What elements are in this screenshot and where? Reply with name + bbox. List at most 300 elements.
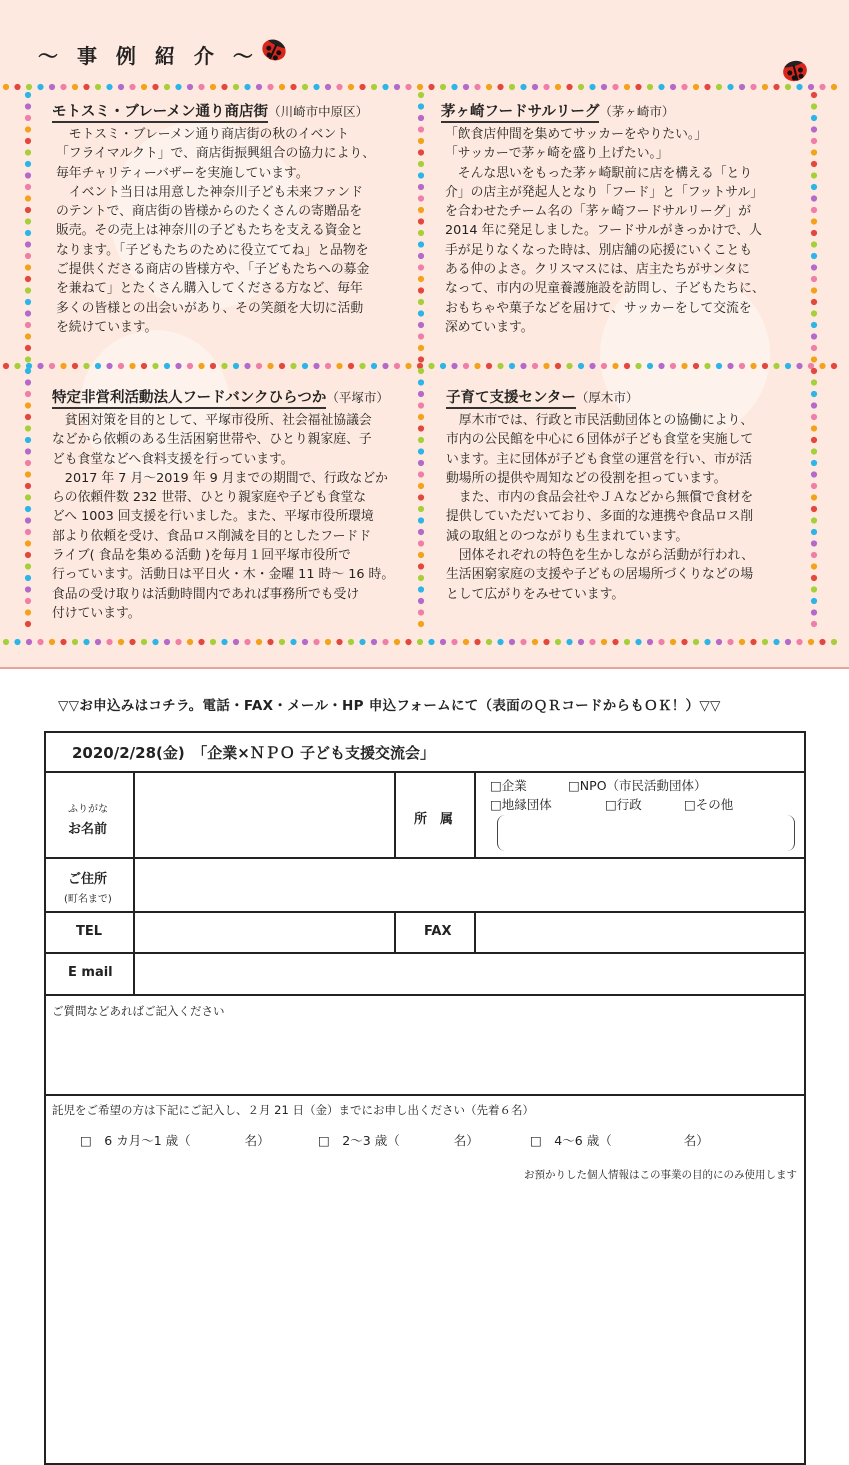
form-rule bbox=[133, 771, 135, 995]
frame-dot bbox=[811, 379, 817, 385]
frame-dot bbox=[532, 639, 538, 645]
frame-dot bbox=[670, 639, 676, 645]
frame-dot bbox=[509, 363, 515, 369]
frame-dot bbox=[612, 84, 618, 90]
frame-dot bbox=[25, 552, 31, 558]
privacy-note: お預かりした個人情報はこの事業の目的にのみ使用します bbox=[524, 1169, 797, 1181]
address-input[interactable] bbox=[136, 860, 804, 910]
checkbox-government[interactable]: □行政 bbox=[605, 797, 642, 812]
application-notice: ▽▽お申込みはコチラ。電話・FAX・メール・HP 申込フォームにて（表面のＱＲコードからもＯＫ！）▽▽ bbox=[58, 698, 721, 714]
age-group-infant[interactable] bbox=[80, 1131, 270, 1149]
frame-dot bbox=[233, 363, 239, 369]
frame-dot bbox=[394, 84, 400, 90]
frame-dot bbox=[187, 639, 193, 645]
frame-dot bbox=[811, 563, 817, 569]
text-line: 付けています。 bbox=[52, 605, 141, 621]
age-group-label: □ 2～3 歳（ bbox=[318, 1133, 400, 1148]
event-title: 2020/2/28(金) 「企業×ＮＰＯ 子ども支援交流会」 bbox=[72, 744, 436, 762]
frame-dot bbox=[348, 639, 354, 645]
frame-dot bbox=[25, 184, 31, 190]
frame-dot bbox=[811, 460, 817, 466]
frame-dot bbox=[25, 241, 31, 247]
case-name: 子育て支援センター bbox=[446, 390, 576, 409]
frame-dot bbox=[543, 84, 549, 90]
frame-dot bbox=[164, 84, 170, 90]
frame-dot bbox=[25, 333, 31, 339]
affiliation-label: 所 属 bbox=[414, 812, 454, 827]
checkbox-community[interactable]: □地縁団体 bbox=[490, 797, 552, 812]
frame-dot bbox=[418, 540, 424, 546]
fax-input[interactable] bbox=[477, 914, 803, 951]
frame-dot bbox=[681, 363, 687, 369]
frame-dot bbox=[198, 639, 204, 645]
frame-dot bbox=[670, 363, 676, 369]
form-border bbox=[44, 731, 46, 1465]
frame-dot bbox=[811, 195, 817, 201]
frame-dot bbox=[811, 425, 817, 431]
frame-dot bbox=[25, 540, 31, 546]
text-line: 厚木市では、行政と市民活動団体との協働により、 bbox=[446, 413, 754, 428]
frame-dot bbox=[796, 363, 802, 369]
frame-dot bbox=[451, 363, 457, 369]
text-line: どへ 1003 回支援を行いました。また、平塚市役所環境 bbox=[52, 509, 374, 525]
frame-dot bbox=[440, 84, 446, 90]
frame-dot bbox=[463, 363, 469, 369]
frame-dot bbox=[418, 230, 424, 236]
frame-dot bbox=[25, 92, 31, 98]
frame-dot bbox=[418, 149, 424, 155]
frame-dot bbox=[601, 84, 607, 90]
frame-dot bbox=[681, 84, 687, 90]
frame-dot bbox=[566, 363, 572, 369]
frame-dot bbox=[658, 639, 664, 645]
frame-dot bbox=[811, 540, 817, 546]
frame-dot bbox=[811, 345, 817, 351]
frame-dot bbox=[129, 639, 135, 645]
frame-dot bbox=[811, 253, 817, 259]
frame-dot bbox=[566, 639, 572, 645]
case-location: （平塚市） bbox=[326, 390, 389, 405]
frame-dot bbox=[371, 84, 377, 90]
frame-dot bbox=[509, 639, 515, 645]
frame-dot bbox=[394, 363, 400, 369]
frame-dot bbox=[635, 363, 641, 369]
frame-dot bbox=[635, 84, 641, 90]
text-line: ライブ( 食品を集める活動 )を毎月１回平塚市役所で bbox=[52, 548, 351, 564]
frame-dot bbox=[25, 529, 31, 535]
name-label: お名前 bbox=[68, 822, 108, 837]
frame-dot bbox=[418, 506, 424, 512]
text-line: を合わせたチーム名の「茅ヶ崎フードサルリーグ」が bbox=[445, 204, 752, 220]
age-group-preschool[interactable] bbox=[530, 1131, 709, 1149]
frame-dot bbox=[811, 322, 817, 328]
frame-dot bbox=[681, 639, 687, 645]
frame-dot bbox=[221, 639, 227, 645]
frame-dot bbox=[418, 103, 424, 109]
text-line: 「飲食店仲間を集めてサッカーをやりたい。」 bbox=[445, 127, 708, 142]
frame-dot bbox=[25, 276, 31, 282]
frame-dot bbox=[578, 639, 584, 645]
text-line: のテントで、商店街の皆様からのたくさんの寄贈品を bbox=[56, 204, 363, 220]
frame-dot bbox=[811, 621, 817, 627]
frame-dot bbox=[418, 379, 424, 385]
form-rule bbox=[44, 1094, 806, 1096]
frame-dot bbox=[428, 84, 434, 90]
frame-dot bbox=[25, 586, 31, 592]
frame-dot bbox=[811, 310, 817, 316]
frame-dot bbox=[543, 363, 549, 369]
frame-dot bbox=[25, 598, 31, 604]
frame-dot bbox=[25, 149, 31, 155]
frame-dot bbox=[811, 448, 817, 454]
frame-dot bbox=[95, 363, 101, 369]
frame-dot bbox=[25, 195, 31, 201]
frame-dot bbox=[25, 621, 31, 627]
frame-dot bbox=[811, 402, 817, 408]
frame-dot bbox=[25, 609, 31, 615]
text-line: 食品の受け取りは活動時間内であれば事務所でも受け bbox=[52, 586, 360, 602]
other-detail-bracket[interactable] bbox=[497, 815, 795, 851]
frame-dot bbox=[25, 494, 31, 500]
name-ruby-label: ふりがな bbox=[68, 804, 108, 815]
frame-dot bbox=[244, 84, 250, 90]
frame-dot bbox=[14, 639, 20, 645]
frame-dot bbox=[25, 264, 31, 270]
text-line: なって、市内の児童養護施設を訪問し、子どもたちに、 bbox=[445, 281, 765, 297]
text-line: 2017 年 7 月～2019 年 9 月までの期間で、行政などか bbox=[52, 470, 388, 486]
frame-dot bbox=[811, 264, 817, 270]
case-title bbox=[446, 386, 638, 407]
fax-label: FAX bbox=[424, 924, 452, 939]
frame-dot bbox=[811, 287, 817, 293]
childcare-note: 託児をご希望の方は下記にご記入し、２月 21 日（金）までにお申し出ください（先着６名） bbox=[52, 1103, 534, 1117]
frame-dot bbox=[704, 84, 710, 90]
frame-dot bbox=[49, 84, 55, 90]
form-rule bbox=[394, 771, 396, 859]
frame-dot bbox=[811, 172, 817, 178]
frame-dot bbox=[3, 84, 9, 90]
frame-dot bbox=[716, 84, 722, 90]
frame-dot bbox=[290, 639, 296, 645]
frame-dot bbox=[811, 299, 817, 305]
frame-dot bbox=[418, 529, 424, 535]
frame-dot bbox=[555, 363, 561, 369]
frame-dot bbox=[187, 84, 193, 90]
checkbox-company[interactable]: □企業 bbox=[490, 778, 527, 793]
age-group-label: □ 4～6 歳（ bbox=[530, 1133, 612, 1148]
frame-dot bbox=[658, 363, 664, 369]
frame-dot bbox=[811, 529, 817, 535]
case-body bbox=[56, 125, 375, 337]
frame-dot bbox=[428, 363, 434, 369]
case-name: 茅ヶ崎フードサルリーグ bbox=[441, 104, 599, 123]
frame-dot bbox=[773, 363, 779, 369]
frame-dot bbox=[785, 639, 791, 645]
frame-dot bbox=[417, 639, 423, 645]
frame-dot bbox=[37, 84, 43, 90]
frame-dot bbox=[418, 586, 424, 592]
frame-dot bbox=[152, 84, 158, 90]
frame-dot bbox=[60, 639, 66, 645]
frame-dot bbox=[451, 84, 457, 90]
text-line: 多くの皆様との出会いがあり、その笑顔を大切に活動 bbox=[56, 300, 364, 316]
frame-dot bbox=[808, 639, 814, 645]
frame-dot bbox=[267, 639, 273, 645]
frame-dot bbox=[267, 84, 273, 90]
question-textarea[interactable] bbox=[47, 1020, 803, 1092]
frame-dot bbox=[25, 126, 31, 132]
text-line: などから依頼のある生活困窮世帯や、ひとり親家庭、子 bbox=[52, 432, 372, 448]
frame-dot bbox=[371, 639, 377, 645]
frame-dot bbox=[371, 363, 377, 369]
frame-dot bbox=[811, 609, 817, 615]
frame-dot bbox=[313, 363, 319, 369]
frame-dot bbox=[152, 639, 158, 645]
frame-dot bbox=[37, 363, 43, 369]
name-input[interactable] bbox=[136, 774, 393, 856]
frame-dot bbox=[612, 639, 618, 645]
checkbox-npo[interactable]: □NPO（市民活動団体） bbox=[568, 778, 707, 793]
frame-dot bbox=[244, 363, 250, 369]
frame-dot bbox=[811, 103, 817, 109]
frame-dot bbox=[497, 639, 503, 645]
frame-dot bbox=[601, 363, 607, 369]
frame-dot bbox=[566, 84, 572, 90]
frame-dot bbox=[359, 363, 365, 369]
frame-dot bbox=[3, 639, 9, 645]
frame-dot bbox=[418, 402, 424, 408]
frame-dot bbox=[647, 363, 653, 369]
frame-dot bbox=[418, 172, 424, 178]
frame-dot bbox=[543, 639, 549, 645]
frame-dot bbox=[497, 363, 503, 369]
frame-dot bbox=[382, 363, 388, 369]
frame-dot bbox=[451, 639, 457, 645]
frame-dot bbox=[762, 639, 768, 645]
frame-dot bbox=[106, 363, 112, 369]
frame-dot bbox=[106, 639, 112, 645]
address-sub-label: (町名まで) bbox=[64, 894, 112, 905]
frame-dot bbox=[520, 84, 526, 90]
frame-dot bbox=[14, 84, 20, 90]
frame-dot bbox=[325, 639, 331, 645]
case-location: （茅ヶ崎市） bbox=[599, 104, 675, 119]
tel-input[interactable] bbox=[136, 914, 393, 951]
frame-dot bbox=[290, 363, 296, 369]
form-rule bbox=[44, 952, 806, 954]
frame-dot bbox=[394, 639, 400, 645]
frame-dot bbox=[256, 363, 262, 369]
frame-dot bbox=[750, 363, 756, 369]
text-line: を続けています。 bbox=[56, 319, 158, 335]
frame-dot bbox=[811, 92, 817, 98]
frame-dot bbox=[811, 368, 817, 374]
frame-dot bbox=[811, 586, 817, 592]
text-line: 減の取組とのつながりも生まれています。 bbox=[446, 528, 689, 544]
text-line: 販売。その売上は神奈川の子どもたちを支える資金と bbox=[56, 223, 364, 239]
frame-dot bbox=[313, 84, 319, 90]
frame-dot bbox=[336, 363, 342, 369]
frame-dot bbox=[831, 84, 837, 90]
frame-dot bbox=[486, 363, 492, 369]
frame-dot bbox=[578, 84, 584, 90]
frame-dot bbox=[83, 84, 89, 90]
section-heading: ～ 事 例 紹 介 ～ bbox=[38, 44, 259, 68]
frame-dot bbox=[325, 84, 331, 90]
form-rule bbox=[44, 911, 806, 913]
frame-dot bbox=[635, 639, 641, 645]
frame-dot bbox=[302, 363, 308, 369]
frame-dot bbox=[773, 639, 779, 645]
frame-dot bbox=[811, 494, 817, 500]
frame-dot bbox=[256, 84, 262, 90]
age-group-toddler[interactable] bbox=[318, 1131, 479, 1149]
text-line: として広がりをみせています。 bbox=[446, 586, 625, 602]
frame-dot bbox=[624, 639, 630, 645]
frame-dot bbox=[72, 363, 78, 369]
text-line: ある仲のよさ。クリスマスには、店主たちがサンタに bbox=[445, 262, 750, 278]
frame-dot bbox=[773, 84, 779, 90]
text-line: イベント当日は用意した神奈川子ども未来ファンド bbox=[56, 184, 363, 200]
frame-dot bbox=[129, 363, 135, 369]
frame-dot bbox=[418, 322, 424, 328]
frame-dot bbox=[811, 575, 817, 581]
frame-dot bbox=[210, 639, 216, 645]
frame-dot bbox=[336, 639, 342, 645]
frame-dot bbox=[418, 414, 424, 420]
frame-dot bbox=[811, 241, 817, 247]
frame-dot bbox=[49, 363, 55, 369]
frame-dot bbox=[589, 84, 595, 90]
frame-dot bbox=[418, 471, 424, 477]
frame-dot bbox=[25, 207, 31, 213]
frame-dot bbox=[25, 103, 31, 109]
frame-dot bbox=[624, 363, 630, 369]
frame-dot bbox=[348, 363, 354, 369]
frame-dot bbox=[72, 84, 78, 90]
frame-dot bbox=[198, 84, 204, 90]
frame-dot bbox=[418, 241, 424, 247]
email-input[interactable] bbox=[136, 955, 804, 993]
frame-dot bbox=[418, 253, 424, 259]
text-line: 介」の店主が発起人となり「フード」と「フットサル」 bbox=[445, 184, 764, 200]
frame-dot bbox=[418, 299, 424, 305]
frame-dot bbox=[463, 639, 469, 645]
frame-dot bbox=[418, 287, 424, 293]
frame-dot bbox=[37, 639, 43, 645]
frame-dot bbox=[601, 639, 607, 645]
frame-dot bbox=[25, 218, 31, 224]
frame-dot bbox=[418, 184, 424, 190]
case-body bbox=[52, 411, 394, 623]
case-title bbox=[52, 100, 368, 121]
frame-dot bbox=[210, 84, 216, 90]
frame-dot bbox=[739, 84, 745, 90]
frame-dot bbox=[418, 138, 424, 144]
case-location: （厚木市） bbox=[575, 390, 639, 405]
frame-dot bbox=[313, 639, 319, 645]
frame-dot bbox=[811, 230, 817, 236]
frame-dot bbox=[811, 207, 817, 213]
frame-dot bbox=[233, 84, 239, 90]
frame-dot bbox=[244, 639, 250, 645]
frame-dot bbox=[647, 639, 653, 645]
frame-dot bbox=[716, 363, 722, 369]
checkbox-other[interactable]: □その他 bbox=[684, 797, 734, 812]
text-line: 深めています。 bbox=[445, 319, 534, 335]
frame-dot bbox=[418, 276, 424, 282]
form-rule bbox=[474, 911, 476, 954]
frame-dot bbox=[348, 84, 354, 90]
form-rule bbox=[44, 857, 806, 859]
text-line: また、市内の食品会社やＪＡなどから無償で食材を bbox=[446, 490, 754, 506]
frame-dot bbox=[693, 639, 699, 645]
frame-dot bbox=[532, 363, 538, 369]
frame-dot bbox=[25, 517, 31, 523]
frame-dot bbox=[785, 84, 791, 90]
address-label: ご住所 bbox=[68, 872, 108, 887]
frame-dot bbox=[418, 563, 424, 569]
case-body bbox=[445, 125, 765, 337]
frame-dot bbox=[25, 356, 31, 362]
frame-dot bbox=[589, 363, 595, 369]
question-label: ご質問などあればご記入ください bbox=[52, 1004, 225, 1018]
frame-dot bbox=[418, 345, 424, 351]
frame-dot bbox=[555, 84, 561, 90]
frame-dot bbox=[25, 402, 31, 408]
frame-dot bbox=[509, 84, 515, 90]
frame-dot bbox=[95, 84, 101, 90]
frame-dot bbox=[25, 460, 31, 466]
frame-dot bbox=[25, 299, 31, 305]
frame-dot bbox=[811, 391, 817, 397]
frame-dot bbox=[811, 437, 817, 443]
text-line: 動場所の提供や周知などの役割を担っています。 bbox=[446, 470, 727, 486]
frame-dot bbox=[819, 363, 825, 369]
frame-dot bbox=[474, 84, 480, 90]
frame-dot bbox=[486, 639, 492, 645]
form-border bbox=[44, 731, 806, 733]
frame-dot bbox=[279, 363, 285, 369]
frame-dot bbox=[474, 639, 480, 645]
frame-dot bbox=[418, 448, 424, 454]
frame-dot bbox=[727, 84, 733, 90]
frame-dot bbox=[49, 639, 55, 645]
frame-dot bbox=[819, 639, 825, 645]
frame-dot bbox=[175, 639, 181, 645]
case-title bbox=[52, 386, 389, 407]
frame-dot bbox=[221, 363, 227, 369]
frame-dot bbox=[497, 84, 503, 90]
age-group-unit: 名） bbox=[683, 1133, 709, 1148]
frame-dot bbox=[704, 363, 710, 369]
text-line: 市内の公民館を中心に６団体が子ども食堂を実施して bbox=[446, 432, 754, 448]
frame-dot bbox=[175, 363, 181, 369]
frame-dot bbox=[418, 460, 424, 466]
frame-dot bbox=[382, 639, 388, 645]
text-line: 部より依頼を受け、食品ロス削減を目的としたフードド bbox=[52, 528, 372, 544]
frame-dot bbox=[25, 448, 31, 454]
frame-dot bbox=[811, 161, 817, 167]
frame-dot bbox=[463, 84, 469, 90]
frame-dot bbox=[811, 333, 817, 339]
frame-dot bbox=[555, 639, 561, 645]
frame-dot bbox=[25, 471, 31, 477]
frame-dot bbox=[418, 356, 424, 362]
frame-dot bbox=[811, 149, 817, 155]
frame-dot bbox=[141, 84, 147, 90]
frame-dot bbox=[532, 84, 538, 90]
